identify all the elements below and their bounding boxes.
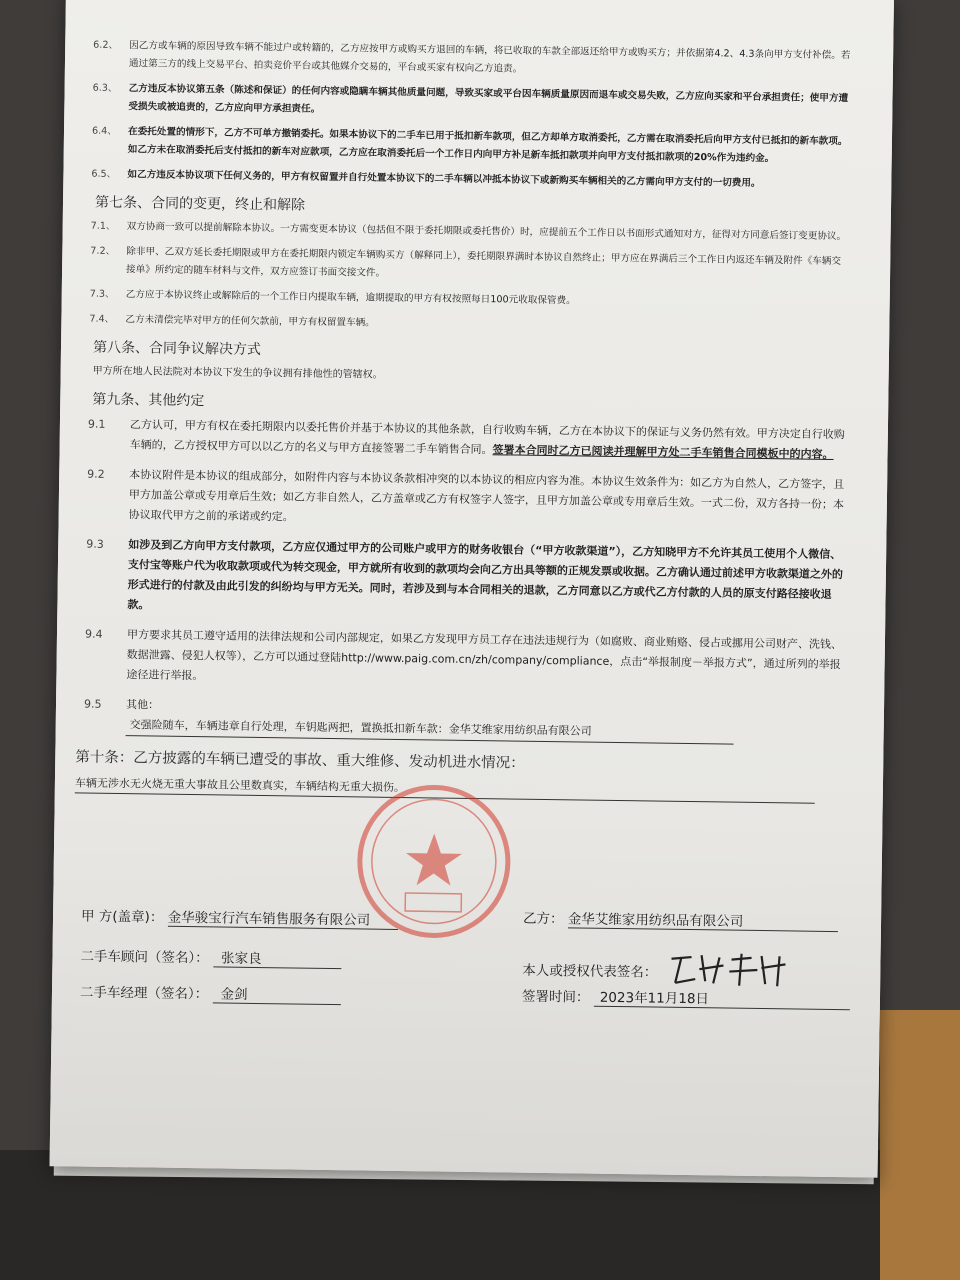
clause-text: 如涉及到乙方向甲方支付款项，乙方应仅通过甲方的公司账户或甲方的财务收银台（“甲方收款渠道”），乙方知晓甲方不允许其员工使用个人微信、支付宝等账户代为收取款项或代为转交现金，甲方就所有收到的款项均会向乙方出具等额的正规发票或收据。乙方确认通过前述甲方收款渠道之外的形式进行的付款及由此引发的纠纷均与甲方无关。同时，若涉及到与本合同相关的退款，乙方同意以乙方或代乙方付款的人员的原支付路径接收退款。 bbox=[127, 538, 843, 612]
clause-number: 7.1、 bbox=[90, 220, 116, 232]
clause-number: 6.5、 bbox=[91, 168, 117, 180]
clause-text: 在委托处置的情形下，乙方不可单方撤销委托。如果本协议下的二手车已用于抵扣新车款项，但乙方却单方取消委托，乙方需在取消委托后向甲方支付已抵扣的新车款项。如乙方未在取消委托后支付抵扣的新车对应款项，乙方应在取消委托后一个工作日内向甲方补足新车抵扣款项并向甲方支付抵扣款项的20%作为违约金。 bbox=[127, 126, 848, 165]
article-7-heading: 第七条、合同的变更，终止和解除 bbox=[94, 194, 306, 214]
clause-row bbox=[91, 218, 851, 247]
clause-number: 7.3、 bbox=[89, 288, 115, 300]
clause-row bbox=[92, 80, 852, 127]
other-terms-fill: 交强险随车，车辆违章自行处理，车钥匙两把，置换抵扣新车款：金华艾维家用纺织品有限公司 bbox=[126, 715, 734, 744]
party-a-label: 甲 方(盖章)： bbox=[80, 908, 164, 926]
clause-text: 乙方应于本协议终止或解除后的一个工作日内提取车辆，逾期提取的甲方有权按照每日100元收取保管费。 bbox=[125, 289, 576, 307]
clause-text: 本协议附件是本协议的组成部分，如附件内容与本协议条款相冲突的以本协议的相应内容为准。本协议生效条件为：如乙方为自然人，乙方签字，且甲方加盖公章或专用章后生效；如乙方非自然人，乙方盖章或乙方有权签字人签字，且甲方加盖公章或专用章后生效。一式二份，双方各持一份；本协议取代甲方之前的承诺或约定。 bbox=[128, 468, 845, 524]
clause-number: 9.4 bbox=[84, 627, 103, 641]
clause-text: 乙方未清偿完毕对甲方的任何欠款前，甲方有权留置车辆。 bbox=[125, 314, 375, 329]
clause-9-3 bbox=[85, 535, 846, 626]
signature-strokes bbox=[671, 953, 785, 987]
seal-seal-label-box bbox=[405, 893, 461, 912]
party-b-label: 乙方： bbox=[522, 910, 564, 928]
clause-number: 9.1 bbox=[87, 417, 106, 431]
clause-number: 6.2、 bbox=[93, 39, 119, 51]
manager-label: 二手车经理（签名）： bbox=[79, 984, 209, 1003]
clause-row bbox=[90, 286, 850, 315]
party-a-value: 金华骏宝行汽车销售服务有限公司 bbox=[168, 906, 398, 930]
clause-number: 9.5 bbox=[83, 697, 102, 711]
clause-text: 如乙方违反本协议项下任何义务的，甲方有权留置并自行处置本协议下的二手车辆以冲抵本协议下或新购买车辆相关的乙方需向甲方支付的一切费用。 bbox=[127, 169, 761, 189]
article-9-heading: 第九条、其他约定 bbox=[92, 391, 205, 410]
clause-number: 9.3 bbox=[86, 537, 104, 551]
clause-number: 9.2 bbox=[87, 467, 105, 481]
sign-time-label: 签署时间： bbox=[521, 988, 590, 1006]
clause-text: 双方协商一致可以提前解除本协议。一方需变更本协议（包括但不限于委托期限或委托售价）时，应提前五个工作日以书面形式通知对方，征得对方同意后签订变更协议。 bbox=[126, 221, 847, 243]
article-6-clauses bbox=[91, 37, 853, 195]
advisor-label: 二手车顾问（签名）： bbox=[80, 948, 209, 967]
clause-9-5 bbox=[84, 695, 844, 747]
clause-row bbox=[93, 37, 853, 84]
clause-text: 乙方认可，甲方有权在委托期限内以委托售价并基于本协议的其他条款，自行收购车辆，乙方在本协议下的保证与义务仍然有效。甲方决定自行收购车辆的，乙方授权甲方可以以乙方的名义与甲方直接签署二手车销售合同。 bbox=[129, 418, 845, 457]
clause-number: 7.4、 bbox=[89, 313, 115, 325]
clause-text: 甲方要求其员工遵守适用的法律法规和公司内部规定，如果乙方发现甲方员工存在违法违规行为（如腐败、商业贿赂、侵占或挪用公司财产、洗钱、数据泄露、侵犯人权等），乙方可以通过登陆http://www.paig.com.cn/zh/company/compliance，点击“举报制度－举报方式”，通过所列的举报途径进行举报。 bbox=[126, 628, 843, 683]
representative-row bbox=[522, 947, 822, 991]
representative-label: 本人或授权代表签名： bbox=[522, 962, 658, 981]
manager-row bbox=[80, 981, 341, 1006]
clause-row bbox=[91, 166, 851, 195]
seal-star bbox=[406, 833, 463, 886]
article-7-clauses bbox=[89, 218, 850, 340]
party-b-row bbox=[523, 907, 838, 932]
clause-9-1 bbox=[88, 415, 848, 466]
wood-surface bbox=[880, 1010, 960, 1280]
sign-time-value: 2023年11月18日 bbox=[594, 986, 850, 1011]
advisor-value: 张家良 bbox=[213, 946, 341, 969]
clause-text: 除非甲、乙双方延长委托期限或甲方在委托期限内锁定车辆购买方（解释同上），委托期限界满时本协议自然终止；甲方应在界满后三个工作日内返还车辆及附件《车辆交接单》所约定的随车材料与文件，双方应签订书面交接文件。 bbox=[126, 246, 842, 279]
clause-row bbox=[92, 123, 852, 170]
contract-page bbox=[50, 0, 894, 1178]
article-8-text: 甲方所在地人民法院对本协议下发生的争议拥有排他性的管辖权。 bbox=[92, 365, 383, 381]
sign-time-row bbox=[522, 985, 850, 1011]
advisor-row bbox=[80, 945, 341, 970]
article-8-heading: 第八条、合同争议解决方式 bbox=[92, 339, 262, 358]
article-10-heading: 第十条：乙方披露的车辆已遭受的事故、重大维修、发动机进水情况： bbox=[75, 749, 525, 772]
contract-body bbox=[74, 37, 853, 805]
party-a-row bbox=[81, 905, 398, 930]
clause-number: 6.4、 bbox=[91, 125, 117, 137]
clause-row bbox=[89, 311, 849, 340]
clause-number: 6.3、 bbox=[92, 82, 118, 94]
party-b-value: 金华艾维家用纺织品有限公司 bbox=[568, 907, 838, 932]
clause-row bbox=[90, 243, 850, 290]
handwritten-signature bbox=[661, 949, 822, 991]
clause-9-2 bbox=[87, 465, 848, 536]
clause-number: 7.2、 bbox=[90, 245, 116, 257]
clause-label: 其他： bbox=[125, 698, 160, 712]
clause-9-4 bbox=[84, 625, 845, 696]
clause-emphasis: 签署本合同时乙方已阅读并理解甲方处二手车销售合同模板中的内容。 bbox=[492, 443, 834, 461]
vehicle-disclosure: 车辆无涉水无火烧无重大事故且公里数真实，车辆结构无重大损伤。 bbox=[75, 774, 815, 803]
clause-text: 乙方违反本协议第五条（陈述和保证）的任何内容或隐瞒车辆其他质量问题，导致买家或平台因车辆质量原因而退车或交易失败，乙方应向买家和平台承担责任；使甲方遭受损失或被追责的，乙方应向甲方承担责任。 bbox=[128, 83, 849, 115]
manager-value: 金剑 bbox=[212, 982, 340, 1005]
clause-text: 因乙方或车辆的原因导致车辆不能过户或转籍的，乙方应按甲方或购买方退回的车辆，将已收取的车款全部返还给甲方或购买方；并依据第4.2、4.3条向甲方支付补偿。若通过第三方的线上交易平台、拍卖竞价平台或其他媒介交易的，平台或买家有权向乙方追责。 bbox=[128, 40, 851, 75]
